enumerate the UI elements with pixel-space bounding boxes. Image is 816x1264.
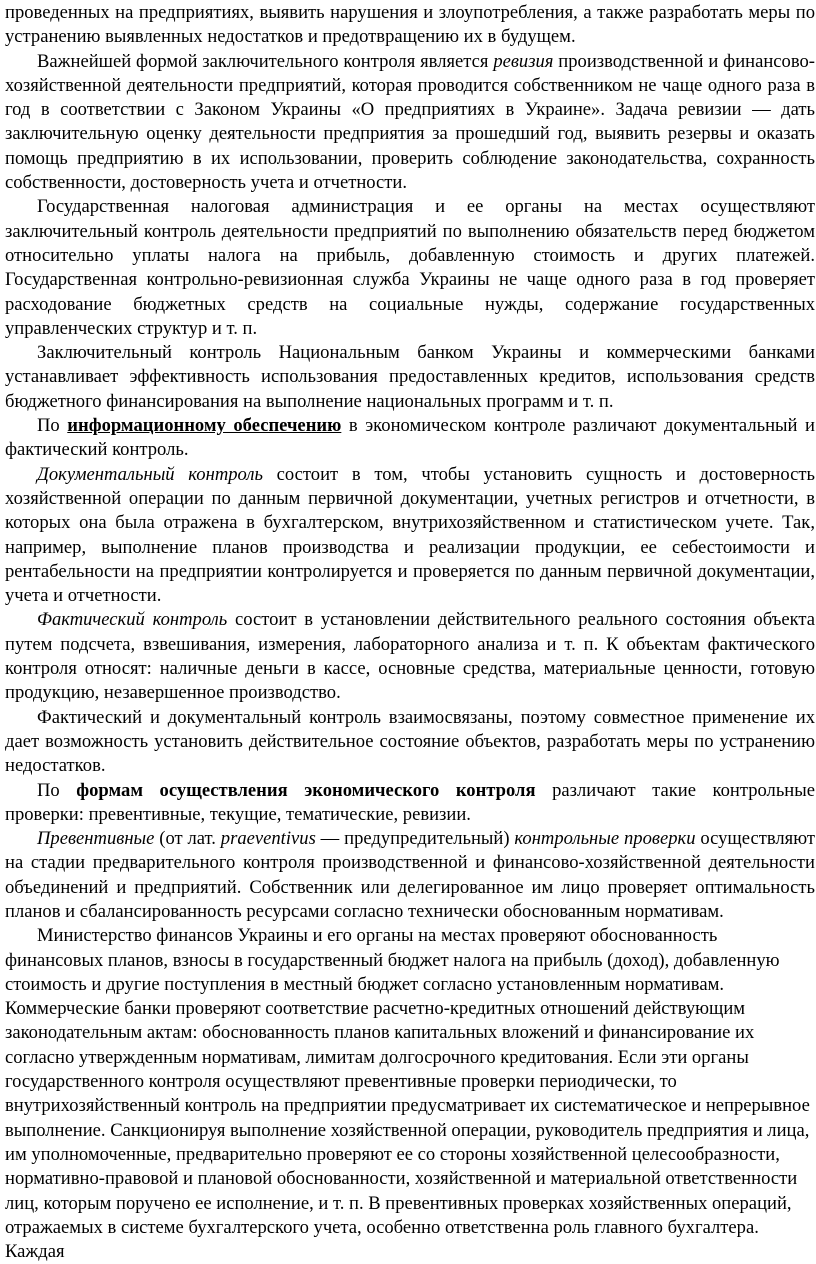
italic-term: контрольные проверки: [514, 828, 696, 850]
italic-term: praeventivus: [220, 828, 316, 850]
paragraph-4: [5, 414, 815, 463]
text-run: Фактический и документальный контроль взаимосвязаны, поэтому совместное применение их дает возможность установить действительное состояние объектов, разработать меры по устранению недостатков.: [5, 706, 815, 777]
italic-term: Превентивные: [37, 828, 155, 850]
text-run: состоит в установлении действительного реального состояния объекта путем подсчета, взвешивания, измерения, лабораторного анализа и т. п. К объектам фактического контроля относят: наличные деньги в кассе, основные средства, материальные ценности, готовую продукцию, незавершенное производство.: [5, 609, 815, 704]
text-run: различают такие контрольные проверки: превентивные, текущие, тематические, ревизии.: [5, 779, 815, 825]
text-run: Государственная налоговая администрация и ее органы на местах осуществляют заключительный контроль деятельности предприятий по выполнению обязательств перед бюджетом относительно уплаты налога на прибыль, добавленную стоимость и других платежей. Государственная контрольно-ревизионная служба Украины не чаще одного раза в год проверяет расходование бюджетных средств на социальные нужды, содержание государственных управленческих структур и т. п.: [5, 196, 815, 339]
bold-underlined-term: информационному обеспечению: [67, 415, 342, 437]
text-run: в экономическом контроле различают документальный и фактический контроль.: [5, 415, 815, 461]
paragraph-5: [5, 463, 815, 609]
paragraph-1: [5, 50, 815, 196]
text-run: проведенных на предприятиях, выявить нарушения и злоупотребления, а также разработать меры по устранению выявленных недостатков и предотвращению их в будущем.: [5, 2, 815, 48]
italic-term: ревизия: [493, 50, 554, 72]
paragraph-9: [5, 827, 815, 924]
paragraph-7: [5, 706, 815, 779]
text-run: По: [37, 415, 68, 437]
paragraph-8: [5, 779, 815, 828]
italic-term: Фактический контроль: [37, 609, 228, 631]
paragraph-2: [5, 195, 815, 341]
text-run: (от лат.: [154, 828, 221, 850]
text-run: По: [37, 779, 77, 801]
paragraph-6: [5, 608, 815, 705]
text-run: состоит в том, чтобы установить сущность и достоверность хозяйственной операции по данным первичной документации, учетных регистров и отчетности, в которых она была отражена в бухгалтерском, внутрихозяйственном и статистическом учете. Так, например, выполнение планов производства и реализации продукции, ее себестоимости и рентабельности на предприятии контролируется и проверяется по данным первичной документации, учета и отчетности.: [5, 463, 815, 607]
bold-term: формам осуществления экономического контроля: [76, 779, 536, 801]
paragraph-10: [5, 924, 815, 1264]
italic-term: Документальный контроль: [37, 463, 263, 485]
paragraph-3: [5, 341, 815, 414]
text-run: производственной и финансово-хозяйственной деятельности предприятий, которая проводится собственником не чаще одного раза в год в соответствии с Законом Украины «О предприятиях в Украине». Задача ревизии — дать заключительную оценку деятельности предприятия за прошедший год, выявить резервы и оказать помощь предприятию в их использовании, проверить соблюдение законодательства, сохранность собственности, достоверность учета и отчетности.: [5, 50, 815, 194]
text-run: Заключительный контроль Национальным банком Украины и коммерческими банками устанавливает эффективность использования предоставленных кредитов, использования средств бюджетного финансирования на выполнение национальных программ и т. п.: [5, 342, 815, 412]
text-run: осуществляют на стадии предварительного контроля производственной и финансово-хозяйственной деятельности объединений и предприятий. Собственник или делегированное им лицо проверяет оптимальность планов и сбалансированность ресурсами согласно технически обоснованным нормативам.: [5, 828, 815, 922]
text-run: — предупредительный): [315, 828, 515, 850]
paragraph-0: [5, 1, 815, 50]
text-run: Министерство финансов Украины и его органы на местах проверяют обоснованность финансовых планов, взносы в государственный бюджет налога на прибыль (доход), добавленную стоимость и другие поступления в местный бюджет согласно установленным нормативам. Коммерческие банки проверяют соответствие расчетно-кредитных отношений действующим законодательным актам: обоснованность планов капитальных вложений и финансирование их согласно утвержденным нормативам, лимитам долгосрочного кредитования. Если эти органы государственного контроля осуществляют превентивные проверки периодически, то внутрихозяйственный контроль на предприятии предусматривает их систематическое и непрерывное выполнение. Санкционируя выполнение хозяйственной операции, руководитель предприятия и лица, им уполномоченные, предварительно проверяют ее со стороны хозяйственной целесообразности, нормативно-правовой и плановой обоснованности, хозяйственной и материальной ответственности лиц, которым поручено ее исполнение, и т. п. В превентивных проверках хозяйственных операций, отражаемых в системе бухгалтерского учета, особенно ответственна роль главного бухгалтера. Каждая: [5, 925, 810, 1263]
text-run: Важнейшей формой заключительного контроля является: [37, 50, 494, 72]
